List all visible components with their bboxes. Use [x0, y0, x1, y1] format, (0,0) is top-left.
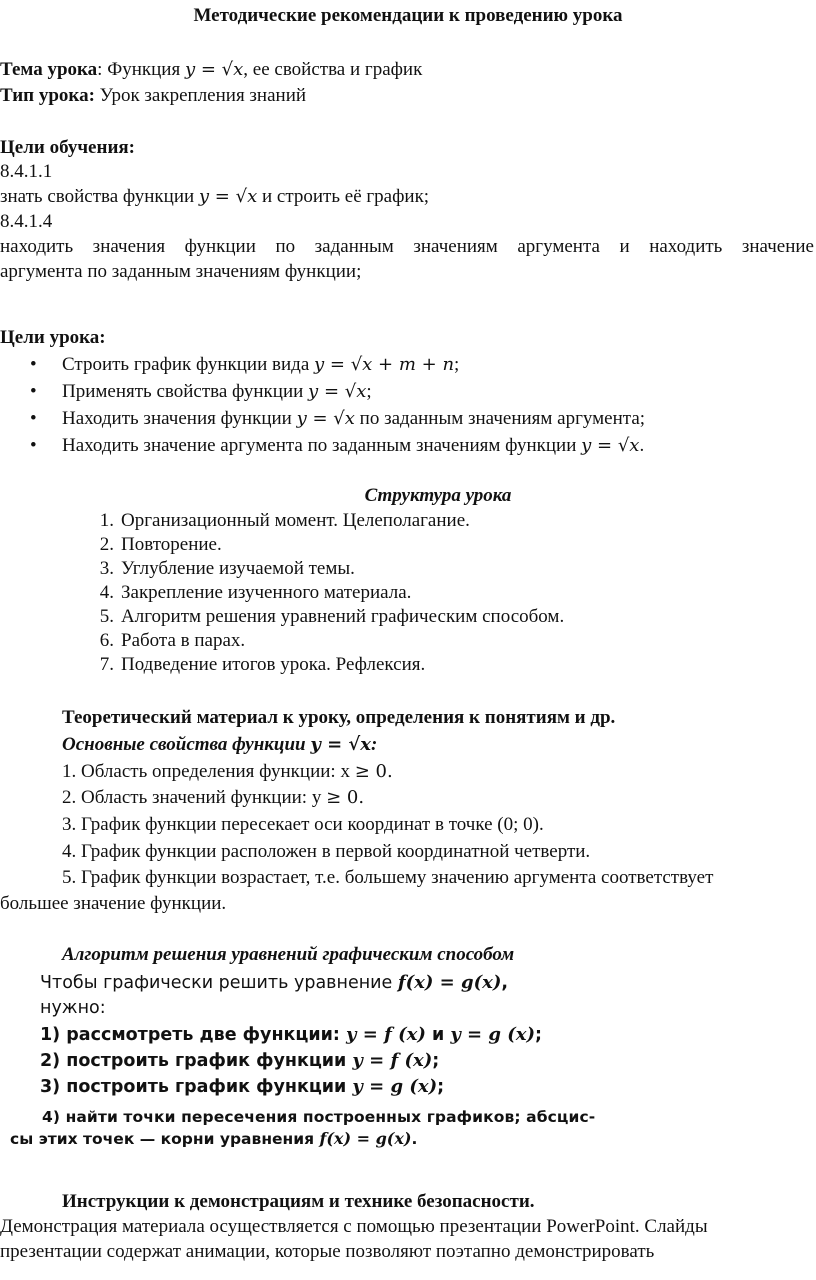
step-2-formula: y = f (x)	[352, 1050, 433, 1071]
list-text: Работа в парах.	[121, 630, 246, 651]
lesson-type-line	[0, 84, 306, 108]
properties-colon: :	[370, 734, 378, 755]
learning-goals-heading: Цели обучения:	[0, 137, 135, 158]
bullet: •	[30, 435, 37, 456]
goal-1	[0, 185, 429, 209]
list-number: 7.	[99, 654, 114, 675]
algorithm-need: нужно:	[40, 998, 106, 1018]
step-4-formula: f(x) = g(x)	[319, 1129, 412, 1148]
goal-code-1: 8.4.1.1	[0, 161, 53, 182]
topic-text-after: , ее свойства и график	[243, 59, 423, 80]
lesson-goal-3-after: по заданным значениям аргумента;	[354, 408, 646, 429]
algorithm-step-2	[40, 1049, 439, 1073]
list-text: Подведение итогов урока. Рефлексия.	[121, 654, 426, 675]
step-1-end: ;	[535, 1025, 543, 1045]
list-number: 5.	[99, 606, 114, 627]
lesson-goal-2-text	[62, 380, 372, 404]
list-item	[92, 509, 470, 533]
property-1-text: 1. Область определения функции: x	[62, 761, 355, 782]
algorithm-step-3	[40, 1075, 444, 1099]
lesson-goal-4-before: Находить значение аргумента по заданным значениям функции	[62, 435, 582, 456]
bullet: •	[30, 408, 37, 429]
list-text: Углубление изучаемой темы.	[121, 558, 355, 579]
lesson-goal-1-after: ;	[454, 354, 460, 375]
algorithm-step-4-line-2	[10, 1127, 417, 1151]
lesson-goal-2-formula: y = √x	[308, 381, 367, 402]
property-2	[62, 786, 364, 810]
algorithm-intro-comma: ,	[501, 973, 508, 993]
topic-text-before: Функция	[102, 59, 185, 80]
list-text: Закрепление изученного материала.	[121, 582, 412, 603]
goal-1-formula: y = √x	[198, 186, 258, 207]
topic-label: Тема урока	[0, 59, 98, 80]
list-number: 3.	[99, 558, 114, 579]
step-1-label: 1) рассмотреть две функции:	[40, 1025, 347, 1045]
topic-line	[0, 58, 422, 82]
algorithm-step-1	[40, 1023, 542, 1047]
list-item	[92, 533, 222, 557]
property-2-math: ≥ 0.	[326, 787, 365, 808]
step-4-text: сы этих точек — корни уравнения	[10, 1130, 320, 1148]
lesson-goal-4-text	[62, 434, 644, 458]
goal-1-text-after: и строить её график;	[257, 186, 430, 207]
instructions-line-2: презентации содержат анимации, которые позволяют поэтапно демонстрировать	[0, 1241, 655, 1262]
step-1-formula-1: y = f (x)	[346, 1024, 426, 1045]
lesson-type-label: Тип урока:	[0, 85, 95, 106]
list-text: Организационный момент. Целеполагание.	[121, 510, 470, 531]
list-number: 6.	[99, 630, 114, 651]
algorithm-intro-formula: f(x) = g(x)	[397, 972, 502, 993]
lesson-goal-1-before: Строить график функции вида	[62, 354, 315, 375]
goal-2-line-1: находить значения функции по заданным значениям аргумента и находить значение	[0, 236, 814, 257]
goal-1-text: знать свойства функции	[0, 186, 199, 207]
topic-colon: :	[97, 59, 103, 80]
algorithm-step-4-line-1: 4) найти точки пересечения построенных графиков; абсцис-	[42, 1108, 596, 1126]
step-4-end: .	[411, 1130, 418, 1148]
lesson-type-text: Урок закрепления знаний	[94, 85, 307, 106]
property-5-line-2: большее значение функции.	[0, 893, 227, 914]
list-number: 4.	[99, 582, 114, 603]
list-text: Повторение.	[121, 534, 222, 555]
bullet: •	[30, 354, 37, 375]
list-number: 1.	[99, 510, 114, 531]
property-1-math: ≥ 0.	[354, 761, 393, 782]
properties-heading	[62, 733, 377, 757]
lesson-goal-3-before: Находить значения функции	[62, 408, 297, 429]
topic-formula: y = √x	[184, 59, 244, 80]
algorithm-intro	[40, 971, 508, 995]
property-2-text: 2. Область значений функции: y	[62, 787, 327, 808]
step-2-end: ;	[432, 1051, 440, 1071]
algorithm-heading: Алгоритм решения уравнений графическим способом	[62, 944, 515, 965]
lesson-goal-4-formula: y = √x	[581, 435, 640, 456]
lesson-goal-2-after: ;	[366, 381, 372, 402]
lesson-goals-heading: Цели урока:	[0, 327, 106, 348]
goal-code-2: 8.4.1.4	[0, 211, 53, 232]
page-title: Методические рекомендации к проведению урока	[193, 5, 623, 26]
property-3: 3. График функции пересекает оси координат в точке (0; 0).	[62, 814, 544, 835]
theory-heading: Теоретический материал к уроку, определения к понятиям и др.	[62, 707, 616, 728]
lesson-goal-2-before: Применять свойства функции	[62, 381, 309, 402]
structure-heading: Структура урока	[364, 485, 512, 506]
lesson-goal-1-text	[62, 353, 459, 377]
goal-2-line-2: аргумента по заданным значениям функции;	[0, 261, 362, 282]
lesson-goal-1-formula: y = √x + m + n	[314, 354, 455, 375]
bullet: •	[30, 381, 37, 402]
properties-formula: y = √x	[310, 734, 371, 755]
properties-heading-text: Основные свойства функции	[62, 734, 311, 755]
property-5-line-1: 5. График функции возрастает, т.е. большему значению аргумента соответствует	[62, 867, 714, 888]
list-item	[92, 581, 411, 605]
property-4: 4. График функции расположен в первой координатной четверти.	[62, 841, 591, 862]
step-2-label: 2) построить график функции	[40, 1051, 353, 1071]
step-1-formula-2: y = g (x)	[450, 1024, 536, 1045]
lesson-goal-3-text	[62, 407, 645, 431]
list-item	[92, 653, 425, 677]
list-item	[92, 605, 564, 629]
lesson-goal-3-formula: y = √x	[296, 408, 355, 429]
list-item	[92, 557, 355, 581]
list-item	[92, 629, 245, 653]
step-3-label: 3) построить график функции	[40, 1077, 353, 1097]
list-text: Алгоритм решения уравнений графическим способом.	[121, 606, 565, 627]
step-3-end: ;	[437, 1077, 445, 1097]
lesson-goal-4-after: .	[639, 435, 645, 456]
step-1-and: и	[425, 1025, 451, 1045]
list-number: 2.	[99, 534, 114, 555]
algorithm-intro-text: Чтобы графически решить уравнение	[40, 973, 398, 993]
instructions-line-1: Демонстрация материала осуществляется с помощью презентации PowerPoint. Слайды	[0, 1216, 708, 1237]
instructions-heading: Инструкции к демонстрациям и технике безопасности.	[62, 1191, 535, 1212]
property-1	[62, 760, 393, 784]
step-3-formula: y = g (x)	[352, 1076, 438, 1097]
